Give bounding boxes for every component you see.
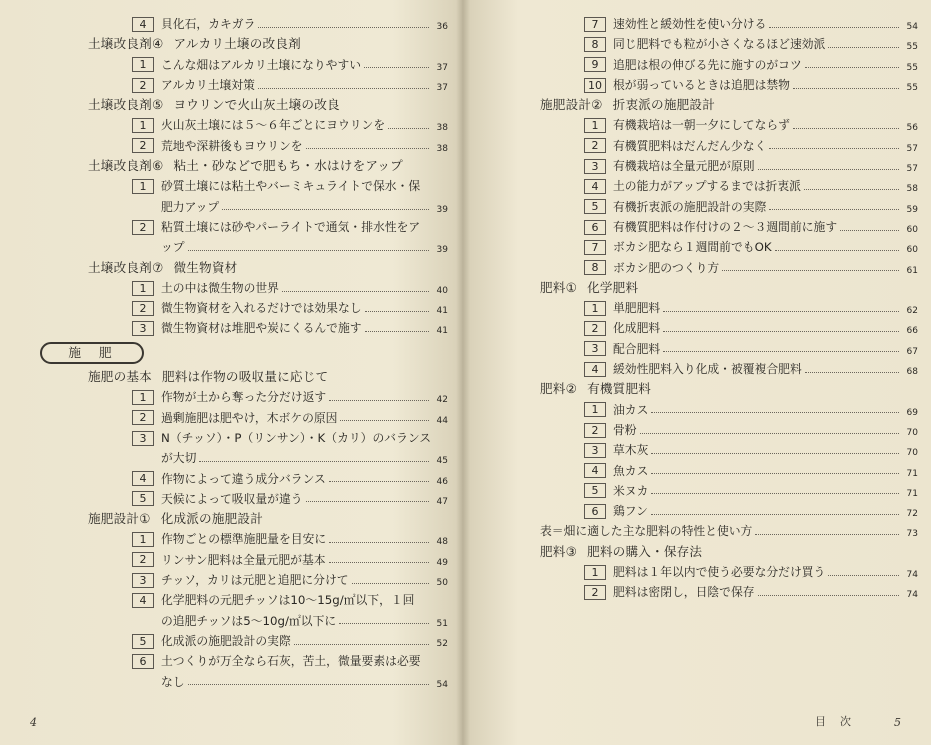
entry-title: 骨粉 (613, 422, 637, 437)
entry-page-number: 70 (906, 427, 918, 438)
entry-number-box: 5 (132, 491, 154, 506)
toc-section-heading (540, 278, 918, 298)
toc-entry (88, 75, 448, 95)
entry-page-number: 61 (906, 265, 918, 276)
toc-entry (88, 176, 448, 196)
entry-number-box: 1 (584, 402, 606, 417)
entry-page-number: 50 (436, 578, 448, 589)
entry-number-box: 1 (132, 390, 154, 405)
entry-number-box: 7 (584, 17, 606, 32)
entry-title: 表＝畑に適した主な肥料の特性と使い方 (540, 524, 753, 539)
entry-page-number: 71 (906, 488, 918, 499)
entry-title: 配合肥料 (613, 341, 661, 356)
dot-leader (663, 351, 899, 352)
entry-title: 緩効性肥料入り化成・被覆複合肥料 (613, 362, 802, 377)
toc-entry (88, 298, 448, 318)
toc-section-heading (88, 95, 448, 115)
dot-leader (651, 514, 899, 515)
entry-page-number: 49 (436, 557, 448, 568)
entry-number-box: 5 (584, 199, 606, 214)
entry-title: 微生物資材は堆肥や炭にくるんで施す (161, 321, 362, 336)
dot-leader (282, 291, 429, 292)
toc-entry (540, 115, 918, 135)
toc-entry (540, 461, 918, 481)
toc-entry (88, 217, 448, 237)
entry-title: 草木灰 (613, 443, 649, 458)
dot-leader (651, 453, 899, 454)
running-head: 目次 (815, 715, 865, 728)
entry-title: 過剰施肥は肥やけ，木ボケの原因 (161, 410, 338, 425)
entry-number-box: 4 (584, 362, 606, 377)
left-toc-column (68, 14, 448, 692)
dot-leader (188, 250, 429, 251)
toc-entry (540, 34, 918, 54)
dot-leader (188, 684, 429, 685)
toc-entry (540, 359, 918, 379)
entry-page-number: 47 (436, 496, 448, 507)
entry-page-number: 39 (436, 204, 448, 215)
dot-leader (722, 270, 899, 271)
dot-leader (329, 481, 429, 482)
dot-leader (365, 311, 429, 312)
entry-page-number: 44 (436, 415, 448, 426)
entry-number-box: 2 (132, 138, 154, 153)
entry-number-box: 3 (584, 159, 606, 174)
entry-number-box: 2 (132, 552, 154, 567)
toc-entry (540, 136, 918, 156)
dot-leader (339, 623, 429, 624)
toc-entry-continuation (88, 448, 448, 468)
entry-number-box: 1 (132, 118, 154, 133)
right-page (462, 0, 931, 745)
dot-leader (640, 433, 899, 434)
entry-title: 作物が土から奪った分だけ返す (161, 390, 327, 405)
toc-entry (88, 590, 448, 610)
dot-leader (364, 67, 429, 68)
entry-title: 火山灰土壌には５～６年ごとにヨウリンを (161, 118, 386, 133)
entry-page-number: 42 (436, 395, 448, 406)
entry-page-number: 72 (906, 509, 918, 520)
toc-entry (88, 631, 448, 651)
section-title: 肥料の購入・保存法 (587, 543, 703, 559)
dot-leader (793, 128, 899, 129)
entry-title: 肥料は密閉し，日陰で保存 (613, 585, 755, 600)
entry-number-box: 4 (132, 471, 154, 486)
toc-section-heading (88, 509, 448, 529)
entry-number-box: 3 (132, 573, 154, 588)
toc-entry (540, 501, 918, 521)
entry-title: ップ (161, 240, 185, 255)
toc-entry (540, 75, 918, 95)
entry-page-number: 56 (906, 123, 918, 134)
entry-title: 化成派の施肥設計の実際 (161, 633, 291, 648)
entry-page-number: 59 (906, 204, 918, 215)
entry-page-number: 74 (906, 590, 918, 601)
section-label: 土壌改良剤⑦ (88, 259, 164, 275)
toc-entry (540, 14, 918, 34)
dot-leader (365, 331, 429, 332)
section-title: 粘土・砂などで肥もち・水はけをアップ (173, 158, 403, 174)
toc-entry (540, 440, 918, 460)
entry-number-box: 2 (132, 301, 154, 316)
entry-page-number: 48 (436, 537, 448, 548)
entry-page-number: 37 (436, 82, 448, 93)
entry-page-number: 73 (906, 529, 918, 540)
entry-page-number: 38 (436, 123, 448, 134)
entry-page-number: 57 (906, 143, 918, 154)
entry-title: 油カス (613, 402, 649, 417)
dot-leader (828, 575, 899, 576)
entry-title: 土の能力がアップするまでは折衷派 (613, 179, 801, 194)
entry-page-number: 74 (906, 570, 918, 581)
entry-page-number: 62 (906, 306, 918, 317)
entry-page-number: 40 (436, 285, 448, 296)
entry-page-number: 46 (436, 476, 448, 487)
entry-page-number: 67 (906, 346, 918, 357)
toc-entry (540, 318, 918, 338)
entry-title: 作物によって違う成分バランス (161, 471, 326, 486)
toc-entry (88, 14, 448, 34)
section-title: アルカリ土壌の改良剤 (173, 36, 301, 52)
toc-entry (88, 408, 448, 428)
chapter-badge-label: 施肥 (40, 342, 144, 364)
entry-number-box: 1 (132, 57, 154, 72)
toc-entry (88, 550, 448, 570)
entry-title: 速効性と緩効性を使い分ける (613, 17, 767, 31)
toc-entry (540, 562, 918, 582)
book-gutter (456, 0, 470, 745)
dot-leader (294, 644, 429, 645)
dot-leader (258, 27, 429, 28)
entry-title: 肥料は１年以内で使う必要な分だけ買う (613, 565, 826, 580)
entry-number-box: 6 (584, 220, 606, 235)
toc-entry (88, 387, 448, 407)
entry-title: 同じ肥料でも粒が小さくなるほど速効派 (613, 37, 826, 52)
entry-title: 化学肥料の元肥チッソは10～15g/㎡以下，１回 (161, 593, 415, 608)
toc-entry (88, 136, 448, 156)
toc-entry (88, 469, 448, 489)
entry-page-number: 66 (906, 326, 918, 337)
entry-number-box: 8 (584, 37, 606, 52)
entry-page-number: 52 (436, 638, 448, 649)
toc-entry (540, 481, 918, 501)
toc-entry (88, 428, 448, 448)
dot-leader (769, 27, 899, 28)
section-title: 化学肥料 (587, 279, 639, 295)
toc-entry (540, 400, 918, 420)
entry-title: なし (161, 674, 185, 689)
dot-leader (388, 128, 429, 129)
toc-entry (540, 582, 918, 602)
dot-leader (306, 501, 429, 502)
entry-title: N（チッソ）・P（リンサン）・K（カリ）のバランス (161, 430, 432, 445)
entry-title: 有機栽培は一朝一夕にしてならず (613, 118, 790, 133)
dot-leader (755, 534, 899, 535)
entry-number-box: 6 (584, 504, 606, 519)
entry-title: チッソ，カリは元肥と追肥に分けて (161, 573, 349, 588)
entry-number-box: 3 (132, 321, 154, 336)
entry-title: 作物ごとの標準施肥量を目安に (161, 532, 327, 547)
dot-leader (651, 412, 899, 413)
dot-leader (663, 311, 899, 312)
toc-section-heading (540, 542, 918, 562)
entry-title: の追肥チッソは5～10g/㎡以下に (161, 613, 337, 628)
entry-page-number: 58 (906, 184, 918, 195)
dot-leader (222, 209, 429, 210)
entry-page-number: 45 (436, 456, 448, 467)
entry-title: 肥力アップ (161, 199, 220, 214)
toc-entry (540, 217, 918, 237)
dot-leader (352, 583, 429, 584)
entry-number-box: 4 (132, 593, 154, 608)
dot-leader (769, 209, 899, 210)
toc-entry (540, 258, 918, 278)
toc-entry (88, 489, 448, 509)
dot-leader (805, 67, 899, 68)
entry-number-box: 2 (132, 78, 154, 93)
entry-number-box: 8 (584, 260, 606, 275)
chapter-badge (68, 343, 448, 363)
entry-title: 土の中は微生物の世界 (161, 280, 279, 295)
dot-leader (329, 400, 429, 401)
entry-title: 貝化石，カキガラ (161, 17, 256, 31)
entry-title: 荒地や深耕後もヨウリンを (161, 138, 303, 153)
entry-title: 有機折衷派の施肥設計の実際 (613, 199, 767, 214)
toc-entry (88, 115, 448, 135)
entry-number-box: 1 (584, 565, 606, 580)
dot-leader (663, 331, 899, 332)
dot-leader (804, 189, 899, 190)
dot-leader (306, 148, 429, 149)
section-label: 土壌改良剤④ (88, 36, 164, 52)
toc-entry (88, 570, 448, 590)
entry-title: 微生物資材を入れるだけでは効果なし (161, 301, 362, 316)
entry-number-box: 10 (584, 78, 606, 93)
dot-leader (651, 473, 899, 474)
entry-number-box: 3 (584, 443, 606, 458)
section-title: 有機質肥料 (587, 381, 652, 397)
entry-title: 根が弱っているときは追肥は禁物 (613, 77, 790, 92)
toc-entry (88, 55, 448, 75)
toc-entry (540, 339, 918, 359)
toc-entry (88, 529, 448, 549)
entry-page-number: 55 (906, 62, 918, 73)
toc-entry-continuation (88, 611, 448, 631)
entry-number-box: 1 (132, 179, 154, 194)
toc-entry (88, 651, 448, 671)
section-title: 折衷派の施肥設計 (612, 97, 716, 113)
entry-page-number: 71 (906, 468, 918, 479)
section-label: 施肥設計② (540, 97, 603, 113)
dot-leader (758, 595, 899, 596)
entry-title: 魚カス (613, 463, 649, 478)
section-label: 施肥設計① (88, 511, 151, 527)
entry-number-box: 2 (584, 423, 606, 438)
entry-number-box: 1 (132, 532, 154, 547)
left-page-number: 4 (30, 716, 37, 729)
dot-leader (340, 420, 429, 421)
entry-page-number: 51 (436, 618, 448, 629)
entry-number-box: 2 (584, 138, 606, 153)
entry-title: 化成肥料 (613, 321, 661, 336)
entry-title: 砂質土壌には粘土やバーミキュライトで保水・保 (161, 179, 421, 194)
toc-entry (88, 278, 448, 298)
section-title: 化成派の施肥設計 (160, 511, 264, 527)
entry-number-box: 5 (132, 634, 154, 649)
entry-page-number: 54 (906, 22, 918, 32)
entry-title: 有機質肥料は作付けの２～３週間前に施す (613, 219, 838, 234)
dot-leader (793, 88, 899, 89)
dot-leader (805, 372, 899, 373)
entry-title: 単肥肥料 (613, 301, 661, 316)
section-title: 肥料は作物の吸収量に応じて (161, 369, 329, 385)
entry-page-number: 41 (436, 326, 448, 337)
entry-number-box: 1 (584, 301, 606, 316)
entry-number-box: 2 (584, 321, 606, 336)
dot-leader (199, 461, 429, 462)
entry-title: が大切 (161, 451, 197, 466)
entry-number-box: 3 (584, 341, 606, 356)
toc-entry (540, 55, 918, 75)
toc-entry-continuation (88, 237, 448, 257)
dot-leader (329, 562, 429, 563)
toc-section-heading (540, 95, 918, 115)
entry-title: 有機栽培は全量元肥が原則 (613, 159, 755, 174)
dot-leader (769, 148, 899, 149)
entry-number-box: 5 (584, 483, 606, 498)
toc-entry (540, 420, 918, 440)
section-label: 肥料① (540, 279, 578, 295)
dot-leader (258, 88, 429, 89)
section-label: 肥料③ (540, 543, 578, 559)
section-title: 微生物資材 (173, 259, 238, 275)
entry-page-number: 36 (436, 22, 448, 32)
entry-number-box: 4 (132, 17, 154, 32)
entry-title: リンサン肥料は全量元肥が基本 (161, 552, 326, 567)
dot-leader (828, 47, 899, 48)
left-page (0, 0, 462, 745)
toc-section-heading (88, 258, 448, 278)
entry-number-box: 3 (132, 431, 154, 446)
entry-title: 天候によって吸収量が違う (161, 491, 303, 506)
toc-section-heading (540, 379, 918, 399)
entry-title: 追肥は根の伸びる先に施すのがコツ (613, 57, 802, 72)
dot-leader (329, 542, 429, 543)
entry-page-number: 68 (906, 367, 918, 378)
toc-entry (88, 318, 448, 338)
entry-page-number: 41 (436, 306, 448, 317)
entry-number-box: 6 (132, 654, 154, 669)
toc-section-heading (88, 367, 448, 387)
entry-title: こんな畑はアルカリ土壌になりやすい (161, 57, 362, 72)
entry-page-number: 57 (906, 164, 918, 175)
dot-leader (758, 169, 899, 170)
entry-page-number: 60 (906, 245, 918, 256)
entry-number-box: 1 (132, 281, 154, 296)
entry-number-box: 2 (132, 410, 154, 425)
entry-number-box: 4 (584, 463, 606, 478)
entry-number-box: 2 (584, 585, 606, 600)
entry-page-number: 55 (906, 42, 918, 53)
section-label: 土壌改良剤⑥ (88, 158, 164, 174)
toc-entry-continuation (88, 672, 448, 692)
section-label: 土壌改良剤⑤ (88, 97, 164, 113)
dot-leader (651, 493, 899, 494)
toc-entry (540, 237, 918, 257)
entry-title: 有機質肥料はだんだん少なく (613, 138, 767, 153)
section-label: 肥料② (540, 381, 578, 397)
entry-title: 鶏フン (613, 504, 648, 519)
entry-page-number: 54 (436, 679, 448, 690)
entry-number-box: 1 (584, 118, 606, 133)
entry-number-box: 4 (584, 179, 606, 194)
toc-section-heading (88, 34, 448, 54)
toc-table-entry (540, 521, 918, 541)
entry-page-number: 70 (906, 448, 918, 459)
toc-section-heading (88, 156, 448, 176)
entry-title: ボカシ肥なら１週間前でもOK (613, 240, 772, 255)
entry-title: ボカシ肥のつくり方 (613, 260, 720, 275)
right-toc-column (540, 14, 918, 603)
entry-title: 粘質土壌には砂やパーライトで通気・排水性をア (161, 219, 421, 234)
section-label: 施肥の基本 (88, 369, 152, 385)
dot-leader (775, 250, 899, 251)
entry-title: アルカリ土壌対策 (161, 77, 255, 92)
entry-page-number: 55 (906, 82, 918, 93)
dot-leader (840, 230, 899, 231)
entry-page-number: 39 (436, 245, 448, 256)
entry-number-box: 7 (584, 240, 606, 255)
entry-number-box: 9 (584, 57, 606, 72)
toc-entry (540, 176, 918, 196)
toc-entry-continuation (88, 197, 448, 217)
entry-title: 土つくりが万全なら石灰，苦土，微量要素は必要 (161, 654, 421, 669)
entry-page-number: 37 (436, 62, 448, 73)
entry-page-number: 69 (906, 407, 918, 418)
toc-entry (540, 156, 918, 176)
entry-number-box: 2 (132, 220, 154, 235)
right-page-number: 5 (894, 716, 901, 729)
section-title: ヨウリンで火山灰土壌の改良 (173, 97, 340, 113)
toc-entry (540, 197, 918, 217)
entry-page-number: 38 (436, 143, 448, 154)
toc-entry (540, 298, 918, 318)
entry-page-number: 60 (906, 224, 918, 235)
entry-title: 米ヌカ (613, 483, 649, 498)
